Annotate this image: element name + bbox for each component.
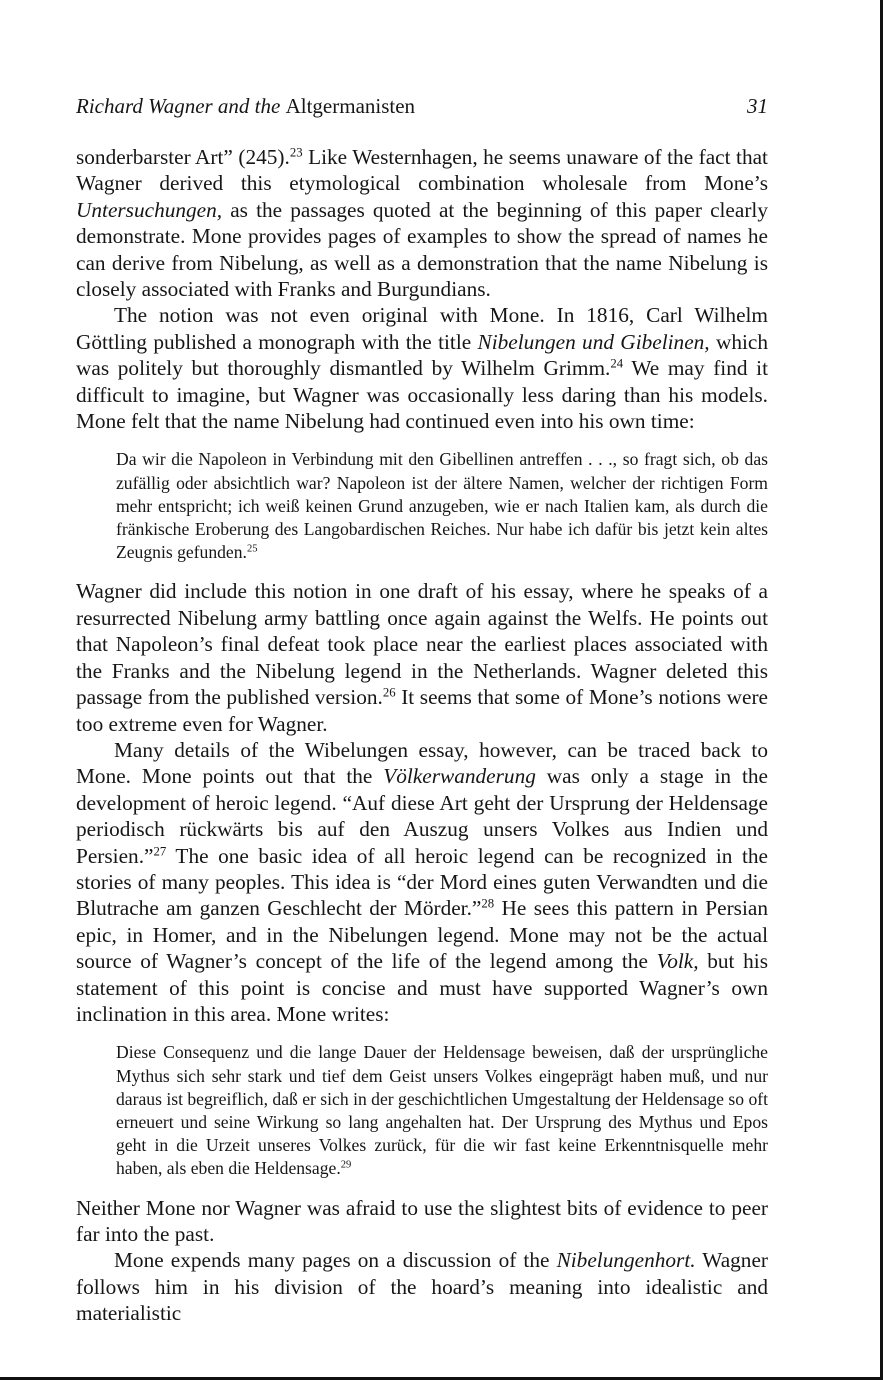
block-quote-1 bbox=[116, 448, 768, 564]
paragraph-4 bbox=[76, 737, 768, 1027]
footnote-ref: 23 bbox=[289, 145, 303, 160]
quote-text: Da wir die Napoleon in Verbindung mit den Gibellinen antreffen . . ., so fragt sich, ob das zufällig oder absichtlich war? Napoleon ist der ältere Namen, welcher der richtigen Form mehr entspricht; ich weiß keinen Grund anzugeben, wie er nach Italien kam, als durch die fränkische Eroberung des Langobardischen Reiches. Nur habe ich dafür bis jetzt kein altes Zeugnis gefunden. bbox=[116, 449, 768, 563]
page-number: 31 bbox=[747, 94, 768, 118]
footnote-ref: 26 bbox=[382, 685, 396, 700]
paragraph-5 bbox=[76, 1195, 768, 1248]
italic-title: Nibelungenhort. bbox=[556, 1248, 696, 1273]
text-run: Mone expends many pages on a discussion of the bbox=[114, 1248, 557, 1273]
text-run: We may find it difficult to imagine, but Wagner was occasionally less daring than his models. Mone felt that the name Nibelung had continued even into his own time: bbox=[76, 356, 768, 434]
running-head-italic: Richard Wagner and the bbox=[76, 94, 286, 118]
text-run: but his statement of this point is concise and must have supported Wagner’s own inclination in this area. Mone writes: bbox=[76, 949, 768, 1026]
text-run: Wagner did include this notion in one draft of his essay, where he speaks of a resurrected Nibelung army battling once again against the Welfs. He points out that Napoleon’s final defeat took place near the earliest places associated with the Franks and the Nibelung legend in the Netherlands. Wagner deleted this passage from the published version. bbox=[76, 579, 768, 710]
paragraph-6 bbox=[76, 1247, 768, 1326]
block-quote-2 bbox=[116, 1041, 768, 1180]
paragraph-3 bbox=[76, 578, 768, 736]
footnote-ref: 29 bbox=[340, 1160, 352, 1172]
italic-title: Untersuchungen, bbox=[76, 197, 223, 222]
paragraph-1 bbox=[76, 144, 768, 302]
text-run: Neither Mone nor Wagner was afraid to use the slightest bits of evidence to peer far into the past. bbox=[76, 1195, 768, 1247]
text-run: He sees this pattern in Persian epic, in Homer, and in the Nibelungen legend. Mone may not be the actual source of Wagner’s concept of the life of the legend among the bbox=[76, 896, 768, 974]
text-run: as the passages quoted at the beginning of this paper clearly demonstrate. Mone provides pages of examples to show the spread of names he can derive from Nibelung, as well as a demonstration that the name Nibelung is closely associated with Franks and Burgundians. bbox=[76, 197, 768, 302]
paragraph-2 bbox=[76, 302, 768, 434]
text-run: sonderbarster Art” (245). bbox=[76, 145, 290, 169]
quote-text: Diese Consequenz und die lange Dauer der Heldensage beweisen, daß der ursprüngliche Mythus sich sehr stark und tief dem Geist unsers Volkes eingeprägt haben muß, und nur daraus ist begreiflich, daß er sich in der geschichtlichen Umgestaltung der Heldensage so oft erneuert und seine Wirkung so lang angehalten hat. Der Ursprung des Mythus und Epos geht in die Urzeit unseres Volkes zurück, für die wir fast keine Erkenntnisquelle mehr haben, als eben die Heldensage. bbox=[116, 1042, 768, 1179]
body-text bbox=[76, 144, 768, 1327]
footnote-ref: 27 bbox=[153, 843, 167, 858]
italic-term: Volk, bbox=[656, 949, 699, 974]
text-run: Like Westernhagen, he seems unaware of the fact that Wagner derived this etymological combination wholesale from Mone’s bbox=[76, 145, 768, 196]
text-run: was only a stage in the development of heroic legend. “Auf diese Art geht der Ursprung der Heldensage periodisch rückwärts bis auf den Auszug unsers Volkes aus Indien und Persien.” bbox=[76, 764, 768, 868]
footnote-ref: 25 bbox=[246, 543, 258, 555]
text-run: Wagner follows him in his division of the hoard’s meaning into idealistic and materialistic bbox=[76, 1248, 768, 1326]
running-head bbox=[76, 94, 415, 119]
footnote-ref: 24 bbox=[610, 356, 624, 371]
text-run: which was politely but thoroughly dismantled by Wilhelm Grimm. bbox=[76, 329, 768, 381]
text-run: It seems that some of Mone’s notions were too extreme even for Wagner. bbox=[76, 685, 768, 736]
text-run: The notion was not even original with Mone. In 1816, Carl Wilhelm Göttling published a monograph with the title bbox=[76, 303, 768, 354]
italic-term: Völkerwanderung bbox=[383, 764, 536, 789]
text-run: The one basic idea of all heroic legend can be recognized in the stories of many peoples. This idea is “der Mord eines guten Verwandten und die Blutrache am ganzen Geschlecht der Mörder.” bbox=[76, 843, 768, 921]
italic-title: Nibelungen und Gibelinen, bbox=[477, 329, 710, 354]
text-run: Many details of the Wibelungen essay, however, can be traced back to Mone. Mone points out that the bbox=[76, 737, 768, 789]
footnote-ref: 28 bbox=[481, 896, 495, 911]
running-head-roman: Altgermanisten bbox=[285, 94, 416, 118]
